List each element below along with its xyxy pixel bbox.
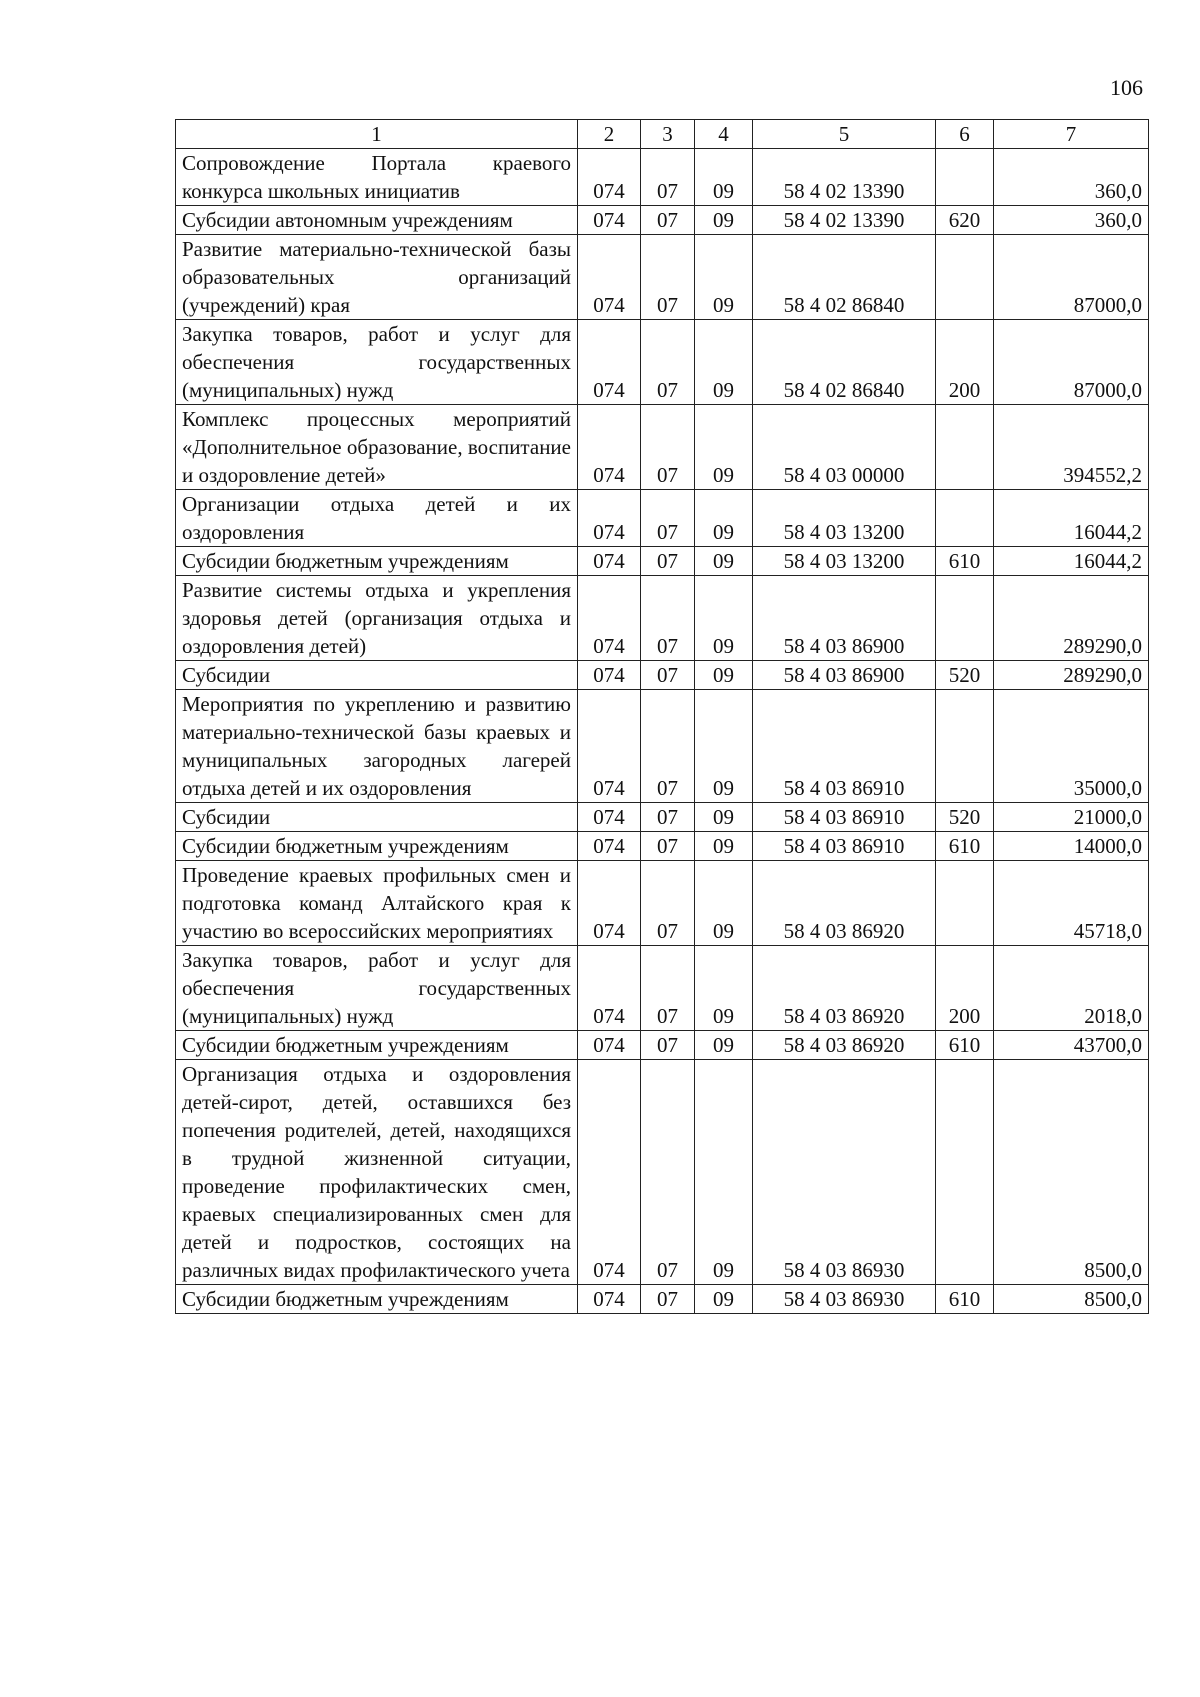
row-grbs-code: 074 — [578, 661, 641, 690]
row-name: Мероприятия по укреплению и развитию материально-технической базы краевых и муниципальных загородных лагерей отдыха детей и их оздоровления — [176, 690, 578, 803]
row-target-article: 58 4 03 86930 — [753, 1285, 936, 1314]
row-section-code: 07 — [641, 405, 695, 490]
row-target-article: 58 4 03 86910 — [753, 832, 936, 861]
row-name: Развитие системы отдыха и укрепления здоровья детей (организация отдыха и оздоровления детей) — [176, 576, 578, 661]
table-header-row — [176, 120, 1149, 149]
row-section-code: 07 — [641, 946, 695, 1031]
row-amount: 289290,0 — [994, 576, 1149, 661]
row-expense-type — [936, 861, 994, 946]
row-subsection-code: 09 — [695, 547, 753, 576]
budget-table — [175, 119, 1149, 1314]
row-expense-type: 520 — [936, 661, 994, 690]
column-header-2: 2 — [578, 120, 641, 149]
row-section-code: 07 — [641, 832, 695, 861]
row-expense-type — [936, 490, 994, 547]
row-subsection-code: 09 — [695, 1060, 753, 1285]
row-grbs-code: 074 — [578, 320, 641, 405]
row-expense-type — [936, 690, 994, 803]
row-expense-type: 610 — [936, 1285, 994, 1314]
row-amount: 16044,2 — [994, 490, 1149, 547]
row-amount: 21000,0 — [994, 803, 1149, 832]
row-amount: 87000,0 — [994, 320, 1149, 405]
row-amount: 8500,0 — [994, 1285, 1149, 1314]
row-expense-type — [936, 235, 994, 320]
row-section-code: 07 — [641, 661, 695, 690]
row-target-article: 58 4 03 00000 — [753, 405, 936, 490]
row-grbs-code: 074 — [578, 1060, 641, 1285]
row-amount: 16044,2 — [994, 547, 1149, 576]
row-target-article: 58 4 02 86840 — [753, 235, 936, 320]
row-subsection-code: 09 — [695, 1031, 753, 1060]
row-target-article: 58 4 03 86900 — [753, 576, 936, 661]
row-expense-type — [936, 405, 994, 490]
row-section-code: 07 — [641, 861, 695, 946]
row-section-code: 07 — [641, 320, 695, 405]
column-header-3: 3 — [641, 120, 695, 149]
table-row — [176, 661, 1149, 690]
row-amount: 360,0 — [994, 149, 1149, 206]
page-number: 106 — [1110, 75, 1143, 100]
row-target-article: 58 4 02 86840 — [753, 320, 936, 405]
row-grbs-code: 074 — [578, 547, 641, 576]
row-section-code: 07 — [641, 1060, 695, 1285]
row-expense-type — [936, 149, 994, 206]
row-grbs-code: 074 — [578, 206, 641, 235]
row-name: Закупка товаров, работ и услуг для обеспечения государственных (муниципальных) нужд — [176, 946, 578, 1031]
table-row — [176, 576, 1149, 661]
row-name: Субсидии бюджетным учреждениям — [176, 832, 578, 861]
row-grbs-code: 074 — [578, 235, 641, 320]
row-grbs-code: 074 — [578, 149, 641, 206]
row-amount: 360,0 — [994, 206, 1149, 235]
row-expense-type — [936, 576, 994, 661]
row-name: Сопровождение Портала краевого конкурса школьных инициатив — [176, 149, 578, 206]
table-row — [176, 832, 1149, 861]
row-subsection-code: 09 — [695, 832, 753, 861]
table-row — [176, 1285, 1149, 1314]
table-row — [176, 861, 1149, 946]
table-body — [176, 149, 1149, 1314]
row-subsection-code: 09 — [695, 576, 753, 661]
row-grbs-code: 074 — [578, 490, 641, 547]
table-row — [176, 320, 1149, 405]
table-row — [176, 405, 1149, 490]
column-header-4: 4 — [695, 120, 753, 149]
table-row — [176, 1060, 1149, 1285]
row-amount: 8500,0 — [994, 1060, 1149, 1285]
row-name: Проведение краевых профильных смен и подготовка команд Алтайского края к участию во всероссийских мероприятиях — [176, 861, 578, 946]
row-section-code: 07 — [641, 490, 695, 547]
row-amount: 35000,0 — [994, 690, 1149, 803]
row-name: Организация отдыха и оздоровления детей-сирот, детей, оставшихся без попечения родителей, детей, находящихся в трудной жизненной ситуации, проведение профилактических смен, краевых специализированных смен для детей и подростков, состоящих на различных видах профилактического учета — [176, 1060, 578, 1285]
row-amount: 2018,0 — [994, 946, 1149, 1031]
row-grbs-code: 074 — [578, 690, 641, 803]
row-name: Развитие материально-технической базы образовательных организаций (учреждений) края — [176, 235, 578, 320]
column-header-5: 5 — [753, 120, 936, 149]
table-row — [176, 149, 1149, 206]
row-target-article: 58 4 02 13390 — [753, 149, 936, 206]
row-subsection-code: 09 — [695, 149, 753, 206]
column-header-1: 1 — [176, 120, 578, 149]
row-grbs-code: 074 — [578, 405, 641, 490]
row-section-code: 07 — [641, 576, 695, 661]
row-expense-type: 620 — [936, 206, 994, 235]
row-target-article: 58 4 03 86920 — [753, 861, 936, 946]
row-target-article: 58 4 03 86900 — [753, 661, 936, 690]
row-name: Комплекс процессных мероприятий «Дополнительное образование, воспитание и оздоровление детей» — [176, 405, 578, 490]
row-target-article: 58 4 03 86910 — [753, 690, 936, 803]
column-header-6: 6 — [936, 120, 994, 149]
table-row — [176, 490, 1149, 547]
row-amount: 394552,2 — [994, 405, 1149, 490]
row-expense-type: 610 — [936, 547, 994, 576]
row-subsection-code: 09 — [695, 490, 753, 547]
row-section-code: 07 — [641, 803, 695, 832]
row-subsection-code: 09 — [695, 320, 753, 405]
row-expense-type: 200 — [936, 946, 994, 1031]
row-amount: 43700,0 — [994, 1031, 1149, 1060]
row-subsection-code: 09 — [695, 690, 753, 803]
row-subsection-code: 09 — [695, 405, 753, 490]
row-grbs-code: 074 — [578, 803, 641, 832]
row-subsection-code: 09 — [695, 803, 753, 832]
row-expense-type: 610 — [936, 832, 994, 861]
table-row — [176, 690, 1149, 803]
row-section-code: 07 — [641, 1031, 695, 1060]
row-name: Субсидии бюджетным учреждениям — [176, 547, 578, 576]
table-row — [176, 235, 1149, 320]
row-expense-type: 610 — [936, 1031, 994, 1060]
row-subsection-code: 09 — [695, 1285, 753, 1314]
row-grbs-code: 074 — [578, 861, 641, 946]
row-section-code: 07 — [641, 1285, 695, 1314]
row-name: Субсидии бюджетным учреждениям — [176, 1285, 578, 1314]
row-amount: 87000,0 — [994, 235, 1149, 320]
row-target-article: 58 4 03 13200 — [753, 490, 936, 547]
row-amount: 45718,0 — [994, 861, 1149, 946]
row-subsection-code: 09 — [695, 946, 753, 1031]
row-expense-type: 200 — [936, 320, 994, 405]
row-target-article: 58 4 03 86930 — [753, 1060, 936, 1285]
row-grbs-code: 074 — [578, 946, 641, 1031]
row-target-article: 58 4 03 13200 — [753, 547, 936, 576]
row-subsection-code: 09 — [695, 235, 753, 320]
table-row — [176, 206, 1149, 235]
row-grbs-code: 074 — [578, 832, 641, 861]
row-target-article: 58 4 03 86920 — [753, 946, 936, 1031]
row-name: Субсидии автономным учреждениям — [176, 206, 578, 235]
row-section-code: 07 — [641, 206, 695, 235]
row-amount: 14000,0 — [994, 832, 1149, 861]
table-row — [176, 547, 1149, 576]
row-grbs-code: 074 — [578, 1031, 641, 1060]
row-section-code: 07 — [641, 235, 695, 320]
row-subsection-code: 09 — [695, 861, 753, 946]
row-section-code: 07 — [641, 149, 695, 206]
row-grbs-code: 074 — [578, 576, 641, 661]
row-grbs-code: 074 — [578, 1285, 641, 1314]
row-target-article: 58 4 03 86920 — [753, 1031, 936, 1060]
column-header-7: 7 — [994, 120, 1149, 149]
row-expense-type — [936, 1060, 994, 1285]
table-row — [176, 1031, 1149, 1060]
row-section-code: 07 — [641, 547, 695, 576]
row-name: Субсидии бюджетным учреждениям — [176, 1031, 578, 1060]
row-name: Закупка товаров, работ и услуг для обеспечения государственных (муниципальных) нужд — [176, 320, 578, 405]
table-row — [176, 946, 1149, 1031]
row-name: Субсидии — [176, 661, 578, 690]
row-name: Субсидии — [176, 803, 578, 832]
table-row — [176, 803, 1149, 832]
row-subsection-code: 09 — [695, 661, 753, 690]
row-target-article: 58 4 02 13390 — [753, 206, 936, 235]
row-name: Организации отдыха детей и их оздоровления — [176, 490, 578, 547]
row-section-code: 07 — [641, 690, 695, 803]
row-expense-type: 520 — [936, 803, 994, 832]
row-subsection-code: 09 — [695, 206, 753, 235]
row-target-article: 58 4 03 86910 — [753, 803, 936, 832]
row-amount: 289290,0 — [994, 661, 1149, 690]
